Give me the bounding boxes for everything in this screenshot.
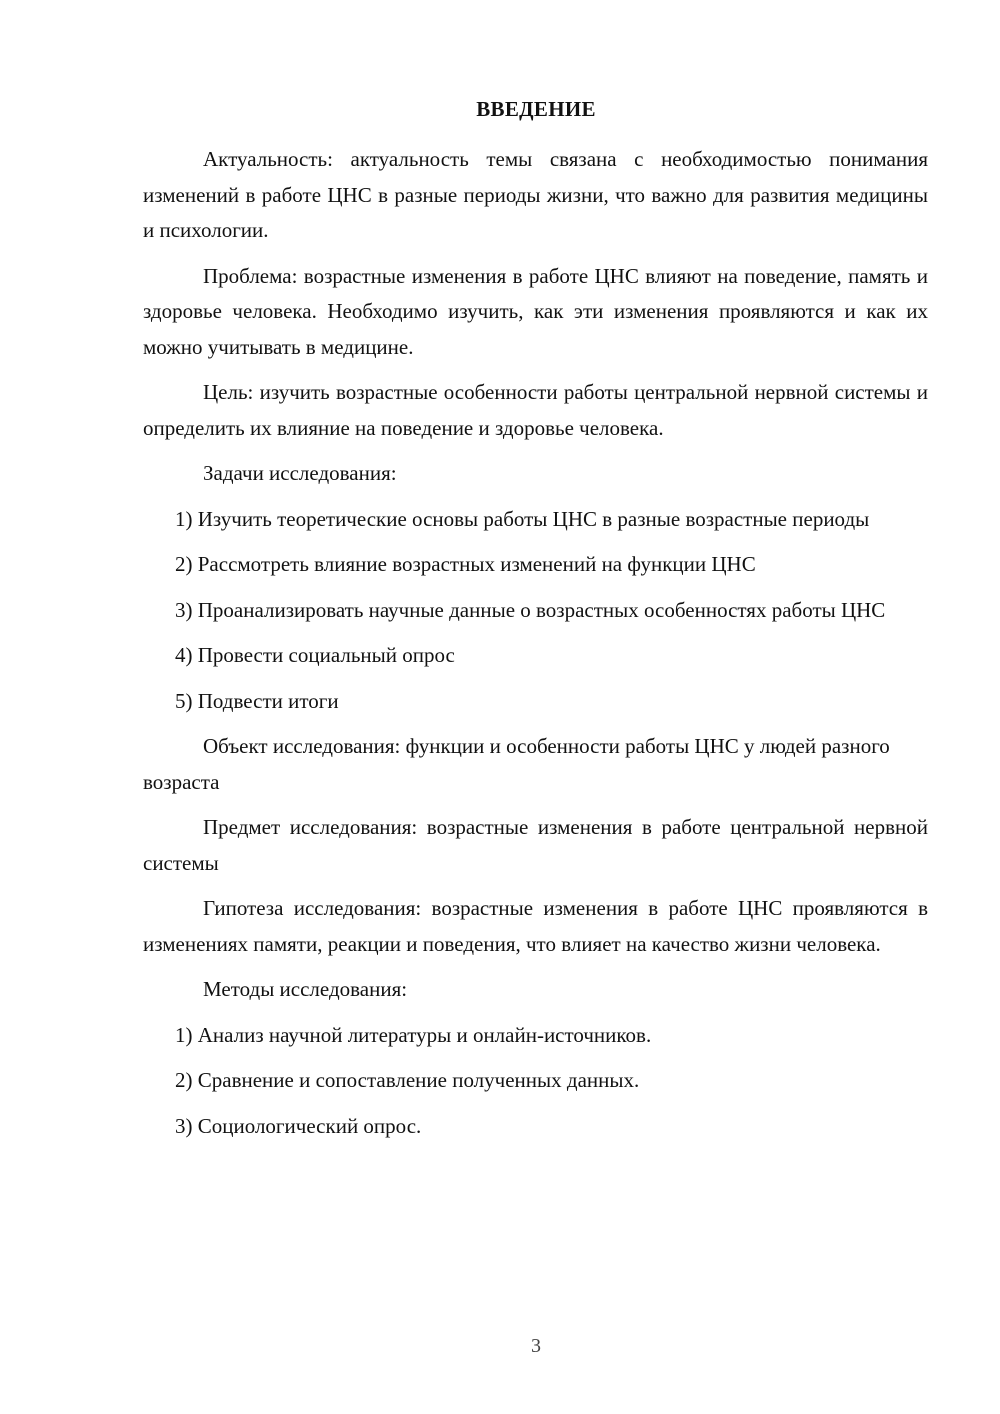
task-item: 2) Рассмотреть влияние возрастных изменений на функции ЦНС — [175, 552, 756, 576]
page-number: 3 — [531, 1335, 541, 1357]
tasks-heading: Задачи исследования: — [203, 461, 397, 485]
goal-paragraph: Цель: изучить возрастные особенности работы центральной нервной системы и определить их влияние на поведение и здоровье человека. — [143, 380, 928, 440]
task-item: 3) Проанализировать научные данные о возрастных особенностях работы ЦНС — [175, 597, 886, 622]
object-paragraph: Объект исследования: функции и особенности работы ЦНС у людей разного возраста — [143, 734, 890, 794]
method-item: 2) Сравнение и сопоставление полученных данных. — [175, 1068, 640, 1092]
document-body — [143, 142, 928, 1154]
method-item: 1) Анализ научной литературы и онлайн-источников. — [175, 1022, 652, 1047]
method-item: 3) Социологический опрос. — [175, 1113, 422, 1138]
subject-paragraph: Предмет исследования: возрастные изменения в работе центральной нервной системы — [143, 815, 928, 875]
relevance-paragraph: Актуальность: актуальность темы связана с необходимостью понимания изменений в работе ЦНС в разные периоды жизни, что важно для развития медицины и психологии. — [143, 147, 928, 242]
task-item: 5) Подвести итоги — [175, 688, 339, 713]
problem-paragraph: Проблема: возрастные изменения в работе ЦНС влияют на поведение, память и здоровье человека. Необходимо изучить, как эти изменения проявляются и как их можно учитывать в медицине. — [143, 263, 928, 359]
methods-heading: Методы исследования: — [203, 977, 408, 1001]
task-item: 4) Провести социальный опрос — [175, 643, 455, 667]
page-title: ВВЕДЕНИЕ — [476, 97, 596, 121]
hypothesis-paragraph: Гипотеза исследования: возрастные изменения в работе ЦНС проявляются в изменениях памяти, реакции и поведения, что влияет на качество жизни человека. — [143, 896, 928, 956]
task-item: 1) Изучить теоретические основы работы ЦНС в разные возрастные периоды — [175, 506, 870, 531]
